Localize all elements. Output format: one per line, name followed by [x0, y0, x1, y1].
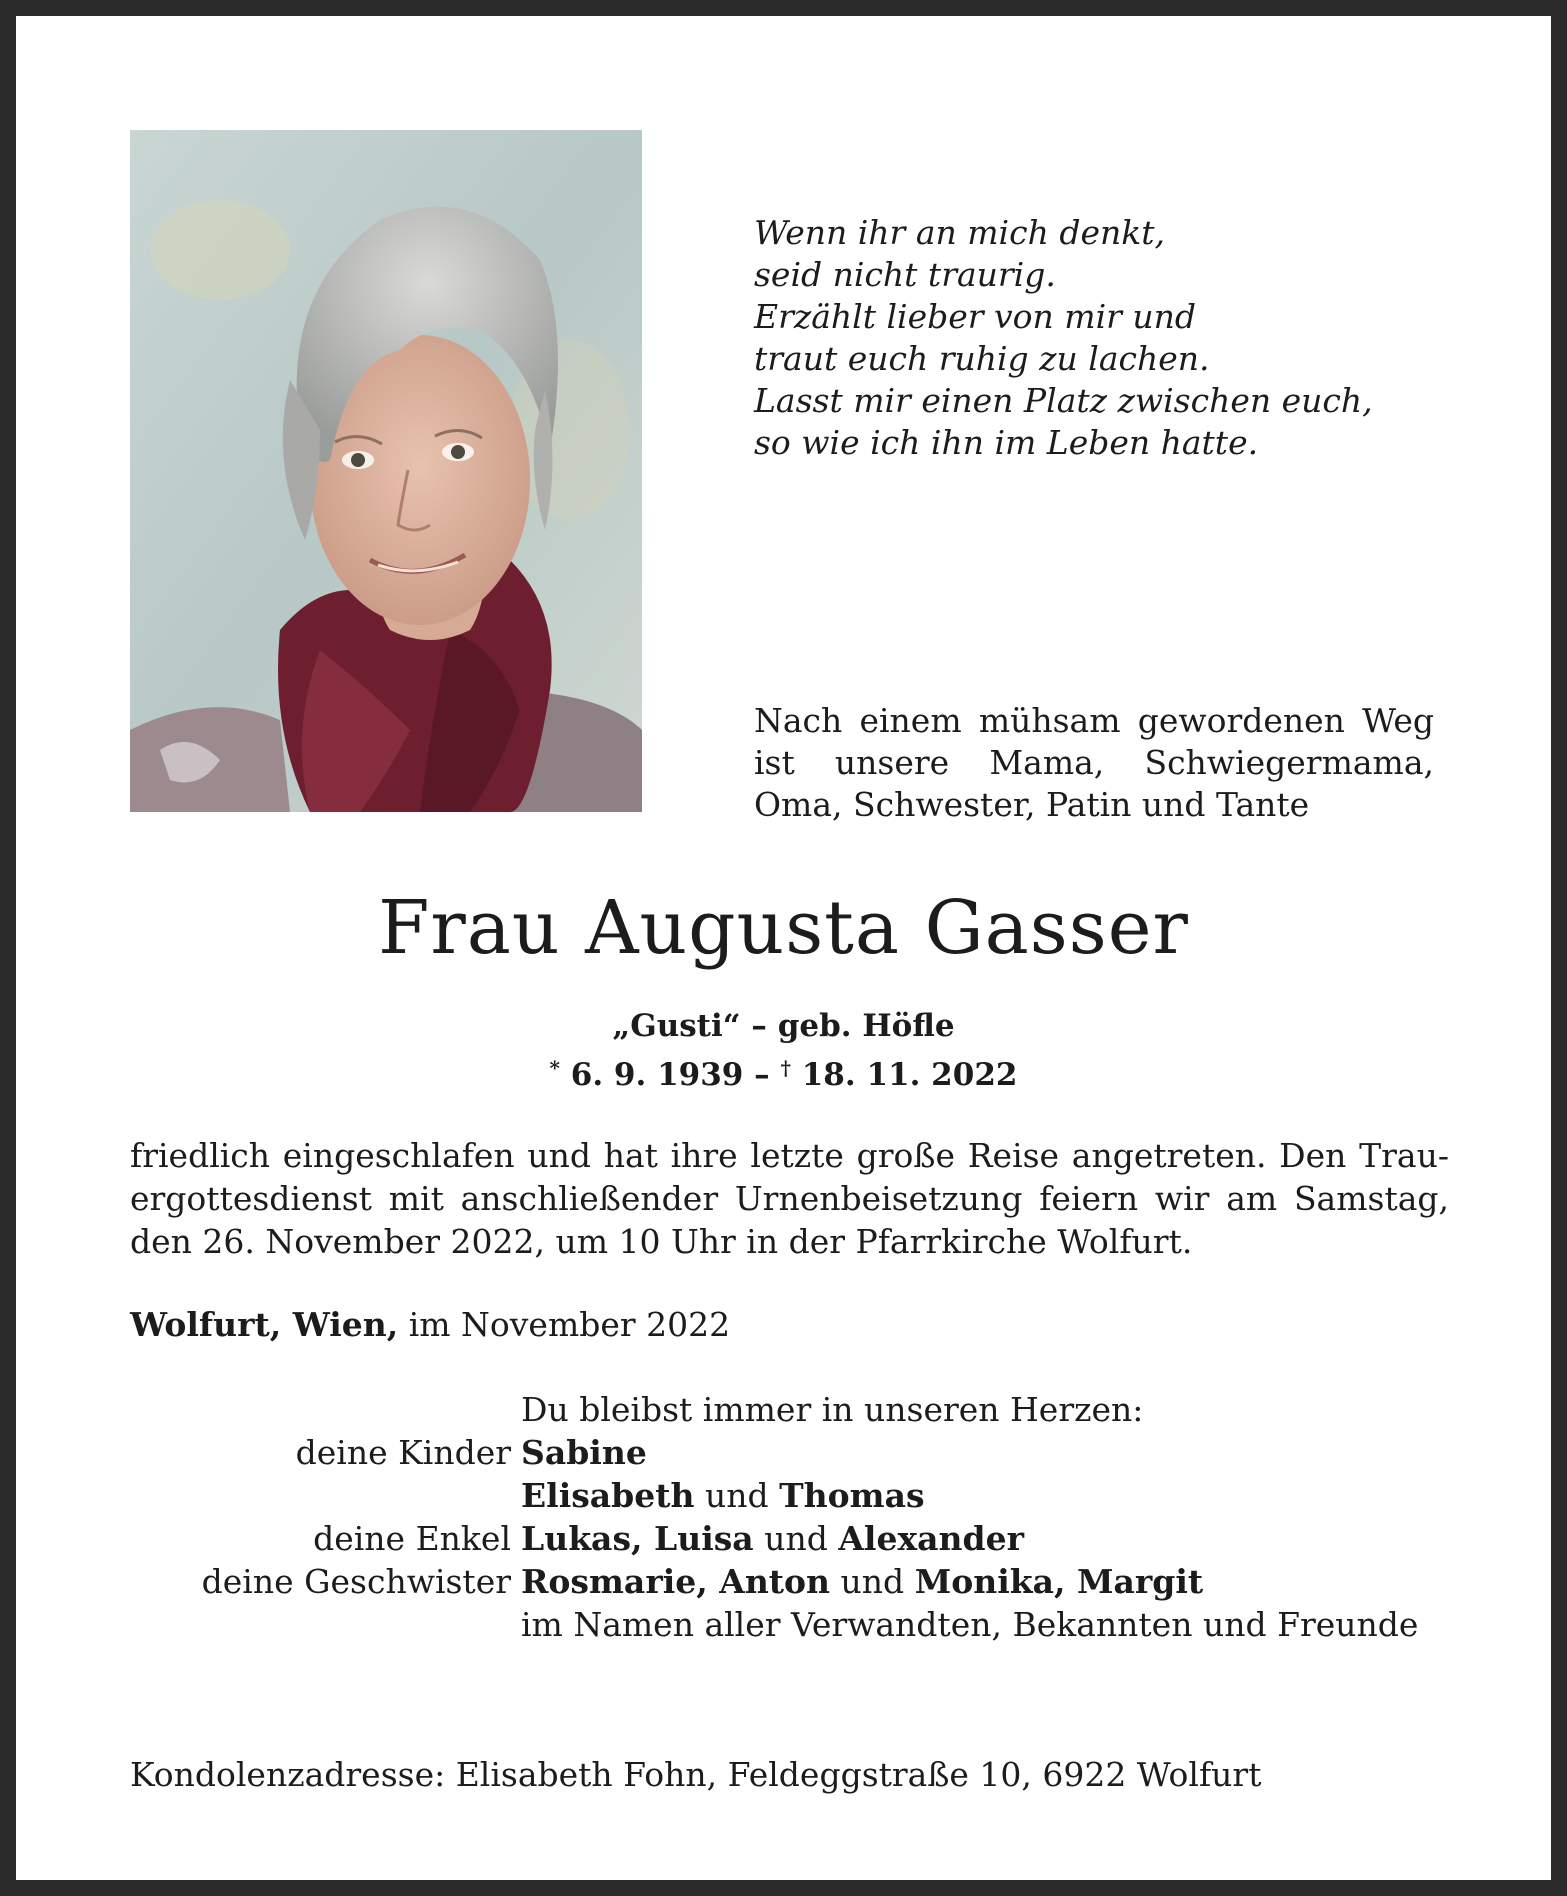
mourners-list	[130, 1388, 1470, 1646]
mourners-heading: Du bleibst immer in unseren Herzen:	[521, 1390, 1144, 1429]
closing-row	[130, 1603, 1470, 1646]
children-label: deine Kinder	[295, 1433, 511, 1472]
life-dates	[16, 1048, 1551, 1095]
portrait-photo	[130, 130, 642, 812]
grandchildren-label: deine Enkel	[313, 1519, 511, 1558]
poem-line: Lasst mir einen Platz zwischen euch,	[754, 381, 1373, 420]
and-text: und	[830, 1562, 915, 1601]
siblings-label: deine Geschwister	[201, 1562, 511, 1601]
siblings-row	[130, 1560, 1470, 1603]
poem	[754, 212, 1474, 464]
deceased-name: Frau Augusta Gasser	[378, 885, 1189, 971]
poem-line: so wie ich ihn im Leben hatte.	[754, 423, 1259, 462]
children-row	[130, 1474, 1470, 1517]
intro-text	[754, 700, 1434, 826]
child-name: Thomas	[779, 1476, 925, 1515]
death-date: 18. 11. 2022	[801, 1057, 1018, 1093]
poem-line: Erzählt lieber von mir und	[754, 297, 1197, 336]
death-symbol: †	[780, 1056, 791, 1080]
intro-line: Nach einem mühsam gewordenen Weg	[754, 701, 1434, 740]
poem-line: seid nicht traurig.	[754, 255, 1056, 294]
place-date-text: im November 2022	[398, 1305, 731, 1344]
and-text: und	[753, 1519, 839, 1558]
condolence-address: Kondolenzadresse: Elisabeth Fohn, Feldeggstraße 10, 6922 Wolfurt	[130, 1755, 1262, 1794]
child-name: Elisabeth	[521, 1476, 695, 1515]
grandchild-name: Alexander	[838, 1519, 1024, 1558]
poem-line: traut euch ruhig zu lachen.	[754, 339, 1210, 378]
and-text: und	[694, 1476, 780, 1515]
grandchildren-row	[130, 1517, 1470, 1560]
child-name: Sabine	[521, 1433, 647, 1472]
body-line: friedlich eingeschlafen und hat ihre letzte große Reise angetreten. Den Trau-	[130, 1136, 1449, 1175]
place-date	[130, 1304, 730, 1346]
birth-date: 6. 9. 1939 –	[570, 1057, 781, 1093]
grandchildren-names: Lukas, Luisa	[521, 1519, 754, 1558]
portrait-image	[130, 130, 642, 812]
birth-symbol: *	[549, 1056, 560, 1080]
siblings-names: Monika, Margit	[914, 1562, 1204, 1601]
intro-line: Oma, Schwester, Patin und Tante	[754, 785, 1310, 824]
funeral-details	[130, 1134, 1449, 1263]
nickname: „Gusti“ – geb. Höfle	[612, 1008, 955, 1044]
siblings-names: Rosmarie, Anton	[521, 1562, 831, 1601]
closing-text: im Namen aller Verwandten, Bekannten und Freunde	[521, 1605, 1419, 1644]
body-line: ergottesdienst mit anschließender Urnenbeisetzung feiern wir am Samstag,	[130, 1179, 1449, 1218]
intro-line: ist unsere Mama, Schwiegermama,	[754, 743, 1434, 782]
mourners-heading-row	[130, 1388, 1470, 1431]
body-line: den 26. November 2022, um 10 Uhr in der Pfarrkirche Wolfurt.	[130, 1222, 1193, 1261]
poem-line: Wenn ihr an mich denkt,	[754, 213, 1165, 252]
children-row	[130, 1431, 1470, 1474]
place-names: Wolfurt, Wien,	[130, 1305, 399, 1344]
